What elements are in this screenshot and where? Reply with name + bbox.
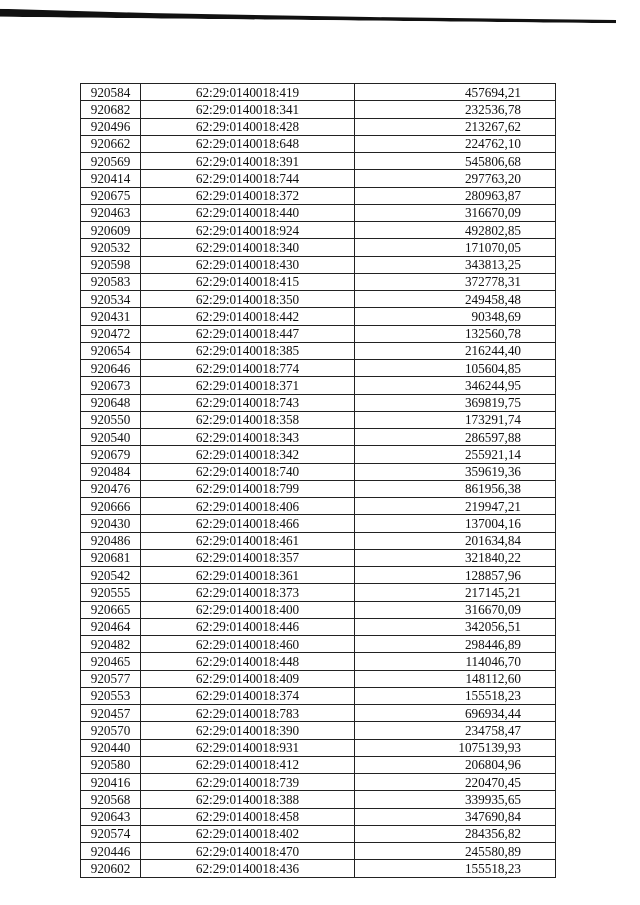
cadastral-value-cell: 232536,78	[355, 101, 556, 118]
table-row	[81, 722, 556, 739]
cadastral-number-cell: 62:29:0140018:466	[141, 515, 355, 532]
cadastral-value-cell: 369819,75	[355, 394, 556, 411]
cadastral-number-cell: 62:29:0140018:461	[141, 532, 355, 549]
cadastral-value-cell: 249458,48	[355, 291, 556, 308]
cadastral-number-cell: 62:29:0140018:448	[141, 653, 355, 670]
cadastral-value-cell: 359619,36	[355, 463, 556, 480]
cadastral-value-table	[80, 83, 556, 878]
row-code-cell: 920675	[81, 187, 141, 204]
table-row	[81, 653, 556, 670]
cadastral-number-cell: 62:29:0140018:440	[141, 204, 355, 221]
row-code-cell: 920580	[81, 756, 141, 773]
cadastral-number-cell: 62:29:0140018:373	[141, 584, 355, 601]
row-code-cell: 920648	[81, 394, 141, 411]
table-row	[81, 825, 556, 842]
cadastral-value-cell: 90348,69	[355, 308, 556, 325]
row-code-cell: 920472	[81, 325, 141, 342]
table-row	[81, 480, 556, 497]
cadastral-value-cell: 201634,84	[355, 532, 556, 549]
row-code-cell: 920574	[81, 825, 141, 842]
table-row	[81, 84, 556, 101]
row-code-cell: 920673	[81, 377, 141, 394]
cadastral-number-cell: 62:29:0140018:931	[141, 739, 355, 756]
table-row	[81, 273, 556, 290]
cadastral-value-cell: 224762,10	[355, 135, 556, 152]
cadastral-number-cell: 62:29:0140018:470	[141, 843, 355, 860]
row-code-cell: 920665	[81, 601, 141, 618]
table-row	[81, 291, 556, 308]
table-row	[81, 204, 556, 221]
cadastral-number-cell: 62:29:0140018:409	[141, 670, 355, 687]
cadastral-number-cell: 62:29:0140018:385	[141, 342, 355, 359]
row-code-cell: 920662	[81, 135, 141, 152]
cadastral-value-cell: 155518,23	[355, 687, 556, 704]
cadastral-number-cell: 62:29:0140018:740	[141, 463, 355, 480]
row-code-cell: 920681	[81, 549, 141, 566]
cadastral-number-cell: 62:29:0140018:390	[141, 722, 355, 739]
row-code-cell: 920542	[81, 567, 141, 584]
table-row	[81, 808, 556, 825]
row-code-cell: 920482	[81, 636, 141, 653]
cadastral-value-cell: 171070,05	[355, 239, 556, 256]
row-code-cell: 920534	[81, 291, 141, 308]
row-code-cell: 920484	[81, 463, 141, 480]
cadastral-value-cell: 173291,74	[355, 411, 556, 428]
cadastral-number-cell: 62:29:0140018:743	[141, 394, 355, 411]
table-row	[81, 256, 556, 273]
cadastral-value-cell: 206804,96	[355, 756, 556, 773]
cadastral-number-cell: 62:29:0140018:739	[141, 774, 355, 791]
cadastral-value-cell: 347690,84	[355, 808, 556, 825]
cadastral-value-cell: 219947,21	[355, 498, 556, 515]
table-row	[81, 687, 556, 704]
cadastral-value-cell: 492802,85	[355, 222, 556, 239]
cadastral-number-cell: 62:29:0140018:446	[141, 618, 355, 635]
cadastral-value-cell: 213267,62	[355, 118, 556, 135]
cadastral-value-cell: 114046,70	[355, 653, 556, 670]
row-code-cell: 920569	[81, 153, 141, 170]
row-code-cell: 920486	[81, 532, 141, 549]
table-row	[81, 860, 556, 877]
cadastral-value-cell: 216244,40	[355, 342, 556, 359]
cadastral-number-cell: 62:29:0140018:774	[141, 360, 355, 377]
table-row	[81, 843, 556, 860]
table-row	[81, 325, 556, 342]
row-code-cell: 920540	[81, 429, 141, 446]
row-code-cell: 920682	[81, 101, 141, 118]
table-row	[81, 549, 556, 566]
table-row	[81, 429, 556, 446]
table-row	[81, 153, 556, 170]
cadastral-value-cell: 297763,20	[355, 170, 556, 187]
row-code-cell: 920577	[81, 670, 141, 687]
cadastral-value-cell: 861956,38	[355, 480, 556, 497]
cadastral-number-cell: 62:29:0140018:372	[141, 187, 355, 204]
table-row	[81, 601, 556, 618]
row-code-cell: 920414	[81, 170, 141, 187]
table-row	[81, 739, 556, 756]
row-code-cell: 920555	[81, 584, 141, 601]
cadastral-value-cell: 220470,45	[355, 774, 556, 791]
row-code-cell: 920583	[81, 273, 141, 290]
cadastral-value-cell: 316670,09	[355, 601, 556, 618]
cadastral-value-cell: 128857,96	[355, 567, 556, 584]
cadastral-number-cell: 62:29:0140018:400	[141, 601, 355, 618]
cadastral-number-cell: 62:29:0140018:436	[141, 860, 355, 877]
cadastral-value-cell: 155518,23	[355, 860, 556, 877]
row-code-cell: 920643	[81, 808, 141, 825]
cadastral-value-cell: 255921,14	[355, 446, 556, 463]
cadastral-number-cell: 62:29:0140018:460	[141, 636, 355, 653]
row-code-cell: 920570	[81, 722, 141, 739]
cadastral-value-cell: 545806,68	[355, 153, 556, 170]
cadastral-number-cell: 62:29:0140018:374	[141, 687, 355, 704]
cadastral-number-cell: 62:29:0140018:648	[141, 135, 355, 152]
cadastral-number-cell: 62:29:0140018:357	[141, 549, 355, 566]
cadastral-number-cell: 62:29:0140018:402	[141, 825, 355, 842]
cadastral-value-cell: 346244,95	[355, 377, 556, 394]
cadastral-number-cell: 62:29:0140018:343	[141, 429, 355, 446]
table-row	[81, 532, 556, 549]
cadastral-value-cell: 137004,16	[355, 515, 556, 532]
table-row	[81, 118, 556, 135]
table-body	[81, 84, 556, 878]
cadastral-number-cell: 62:29:0140018:442	[141, 308, 355, 325]
cadastral-number-cell: 62:29:0140018:342	[141, 446, 355, 463]
cadastral-number-cell: 62:29:0140018:406	[141, 498, 355, 515]
table-row	[81, 187, 556, 204]
row-code-cell: 920476	[81, 480, 141, 497]
table-row	[81, 308, 556, 325]
table-row	[81, 705, 556, 722]
cadastral-value-cell: 339935,65	[355, 791, 556, 808]
table-row	[81, 584, 556, 601]
cadastral-value-cell: 217145,21	[355, 584, 556, 601]
cadastral-value-cell: 105604,85	[355, 360, 556, 377]
cadastral-value-cell: 1075139,93	[355, 739, 556, 756]
table-row	[81, 498, 556, 515]
top-rule	[0, 9, 616, 23]
row-code-cell: 920496	[81, 118, 141, 135]
row-code-cell: 920568	[81, 791, 141, 808]
cadastral-value-cell: 372778,31	[355, 273, 556, 290]
row-code-cell: 920416	[81, 774, 141, 791]
cadastral-number-cell: 62:29:0140018:428	[141, 118, 355, 135]
cadastral-number-cell: 62:29:0140018:744	[141, 170, 355, 187]
row-code-cell: 920598	[81, 256, 141, 273]
cadastral-number-cell: 62:29:0140018:388	[141, 791, 355, 808]
row-code-cell: 920553	[81, 687, 141, 704]
cadastral-number-cell: 62:29:0140018:391	[141, 153, 355, 170]
row-code-cell: 920532	[81, 239, 141, 256]
cadastral-number-cell: 62:29:0140018:358	[141, 411, 355, 428]
cadastral-value-cell: 132560,78	[355, 325, 556, 342]
row-code-cell: 920457	[81, 705, 141, 722]
table-row	[81, 342, 556, 359]
table-row	[81, 222, 556, 239]
row-code-cell: 920440	[81, 739, 141, 756]
cadastral-value-cell: 316670,09	[355, 204, 556, 221]
table-row	[81, 411, 556, 428]
table-row	[81, 791, 556, 808]
table-row	[81, 360, 556, 377]
table-row	[81, 394, 556, 411]
row-code-cell: 920602	[81, 860, 141, 877]
table-row	[81, 377, 556, 394]
cadastral-value-cell: 148112,60	[355, 670, 556, 687]
table-row	[81, 618, 556, 635]
cadastral-number-cell: 62:29:0140018:341	[141, 101, 355, 118]
cadastral-number-cell: 62:29:0140018:783	[141, 705, 355, 722]
cadastral-number-cell: 62:29:0140018:415	[141, 273, 355, 290]
table-row	[81, 170, 556, 187]
row-code-cell: 920431	[81, 308, 141, 325]
cadastral-value-cell: 286597,88	[355, 429, 556, 446]
cadastral-number-cell: 62:29:0140018:447	[141, 325, 355, 342]
cadastral-number-cell: 62:29:0140018:458	[141, 808, 355, 825]
row-code-cell: 920464	[81, 618, 141, 635]
row-code-cell: 920465	[81, 653, 141, 670]
cadastral-number-cell: 62:29:0140018:412	[141, 756, 355, 773]
row-code-cell: 920584	[81, 84, 141, 101]
table-row	[81, 636, 556, 653]
cadastral-number-cell: 62:29:0140018:430	[141, 256, 355, 273]
table-row	[81, 774, 556, 791]
row-code-cell: 920550	[81, 411, 141, 428]
table-row	[81, 135, 556, 152]
row-code-cell: 920646	[81, 360, 141, 377]
table-row	[81, 101, 556, 118]
cadastral-value-cell: 234758,47	[355, 722, 556, 739]
cadastral-value-cell: 245580,89	[355, 843, 556, 860]
table-row	[81, 670, 556, 687]
cadastral-number-cell: 62:29:0140018:361	[141, 567, 355, 584]
row-code-cell: 920666	[81, 498, 141, 515]
cadastral-value-cell: 343813,25	[355, 256, 556, 273]
table-row	[81, 756, 556, 773]
table-row	[81, 463, 556, 480]
cadastral-number-cell: 62:29:0140018:340	[141, 239, 355, 256]
row-code-cell: 920430	[81, 515, 141, 532]
cadastral-number-cell: 62:29:0140018:799	[141, 480, 355, 497]
table-row	[81, 515, 556, 532]
cadastral-number-cell: 62:29:0140018:350	[141, 291, 355, 308]
cadastral-value-cell: 280963,87	[355, 187, 556, 204]
row-code-cell: 920609	[81, 222, 141, 239]
row-code-cell: 920679	[81, 446, 141, 463]
table-row	[81, 567, 556, 584]
cadastral-value-cell: 342056,51	[355, 618, 556, 635]
cadastral-value-cell: 321840,22	[355, 549, 556, 566]
row-code-cell: 920463	[81, 204, 141, 221]
cadastral-value-cell: 298446,89	[355, 636, 556, 653]
cadastral-number-cell: 62:29:0140018:371	[141, 377, 355, 394]
cadastral-value-cell: 284356,82	[355, 825, 556, 842]
table-row	[81, 239, 556, 256]
cadastral-value-cell: 457694,21	[355, 84, 556, 101]
cadastral-number-cell: 62:29:0140018:924	[141, 222, 355, 239]
cadastral-value-cell: 696934,44	[355, 705, 556, 722]
table-row	[81, 446, 556, 463]
row-code-cell: 920446	[81, 843, 141, 860]
cadastral-number-cell: 62:29:0140018:419	[141, 84, 355, 101]
row-code-cell: 920654	[81, 342, 141, 359]
